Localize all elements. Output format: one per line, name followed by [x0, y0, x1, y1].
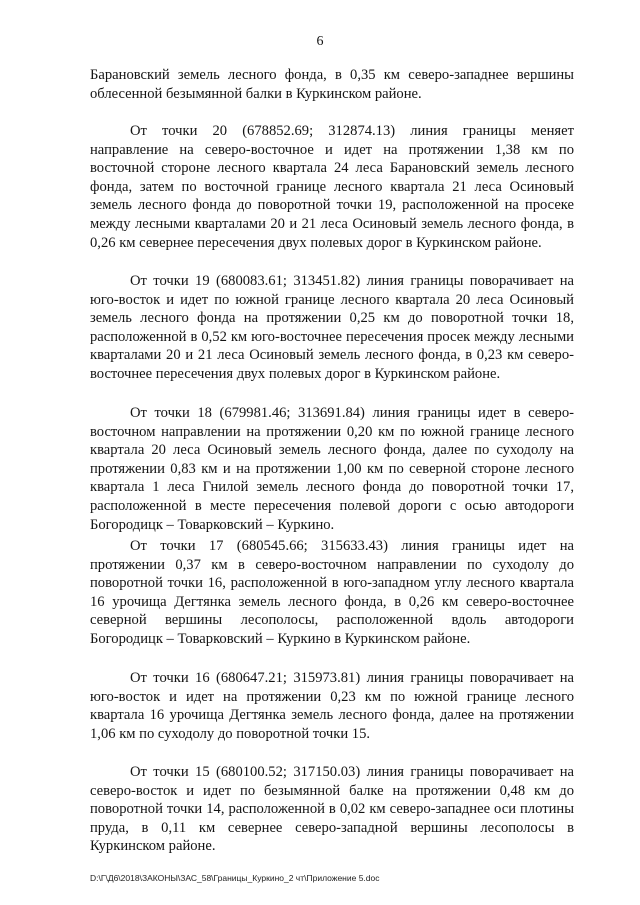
- paragraph-point-19: От точки 19 (680083.61; 313451.82) линия границы поворачивает на юго-восток и идет по южной границе лесного квартала 20 леса Осиновый земель лесного фонда на протяжении 0,25 км до поворотной точки 18, расположенной в 0,52 км юго-восточнее пересечения просек между лесными кварталами 20 и 21 леса Осиновый земель лесного фонда, в 0,23 км северо-восточнее пересечения двух полевых дорог в Куркинском районе.: [90, 273, 574, 382]
- paragraph-point-20: От точки 20 (678852.69; 312874.13) линия границы меняет направление на северо-восточное и идет на протяжении 1,38 км по восточной стороне лесного квартала 24 леса Барановский земель лесного фонда, затем по восточной границе лесного квартала 21 леса Осиновый земель лесного фонда до поворотной точки 19, расположенной на просеке между лесными кварталами 20 и 21 леса Осиновый земель лесного фонда, в 0,26 км севернее пересечения двух полевых дорог в Куркинском районе.: [90, 123, 574, 251]
- paragraph-point-16: От точки 16 (680647.21; 315973.81) линия границы поворачивает на юго-восток и идет на протяжении 0,23 км по южной границе лесного квартала 16 урочища Дегтянка земель лесного фонда, далее на протяжении 1,06 км по суходолу до поворотной точки 15.: [90, 670, 574, 742]
- file-path-footer: D:\Г\Д6\2018\ЗАКОНЫ\ЗАС_58\Границы_Куркино_2 чт\Приложение 5.doc: [90, 873, 380, 883]
- paragraph-point-17: От точки 17 (680545.66; 315633.43) линия границы идет на протяжении 0,37 км в северо-восточном направлении по суходолу до поворотной точки 16, расположенной в юго-западном углу лесного квартала 16 урочища Дегтянка земель лесного фонда, в 0,26 км северо-восточнее северной вершины лесополосы, расположенной вдоль автодороги Богородицк – Товарковский – Куркино в Куркинском районе.: [90, 538, 574, 647]
- paragraph-continuation: Барановский земель лесного фонда, в 0,35 км северо-западнее вершины облесенной безымянной балки в Куркинском районе.: [90, 67, 574, 102]
- page-number: 6: [316, 34, 324, 49]
- paragraph-point-18: От точки 18 (679981.46; 313691.84) линия границы идет в северо-восточном направлении на протяжении 0,20 км по южной границе лесного квартала 20 леса Осиновый земель лесного фонда, далее по суходолу на протяжении 0,83 км и на протяжении 1,00 км по северной стороне лесного квартала 1 леса Гнилой земель лесного фонда до поворотной точки 17, расположенной в месте пересечения полевой дороги с осью автодороги Богородицк – Товарковский – Куркино.: [90, 405, 574, 533]
- paragraph-point-15: От точки 15 (680100.52; 317150.03) линия границы поворачивает на северо-восток и идет по безымянной балке на протяжении 0,48 км до поворотной точки 14, расположенной в 0,02 км северо-западнее оси плотины пруда, в 0,11 км севернее северо-западной вершины лесополосы в Куркинском районе.: [90, 764, 574, 855]
